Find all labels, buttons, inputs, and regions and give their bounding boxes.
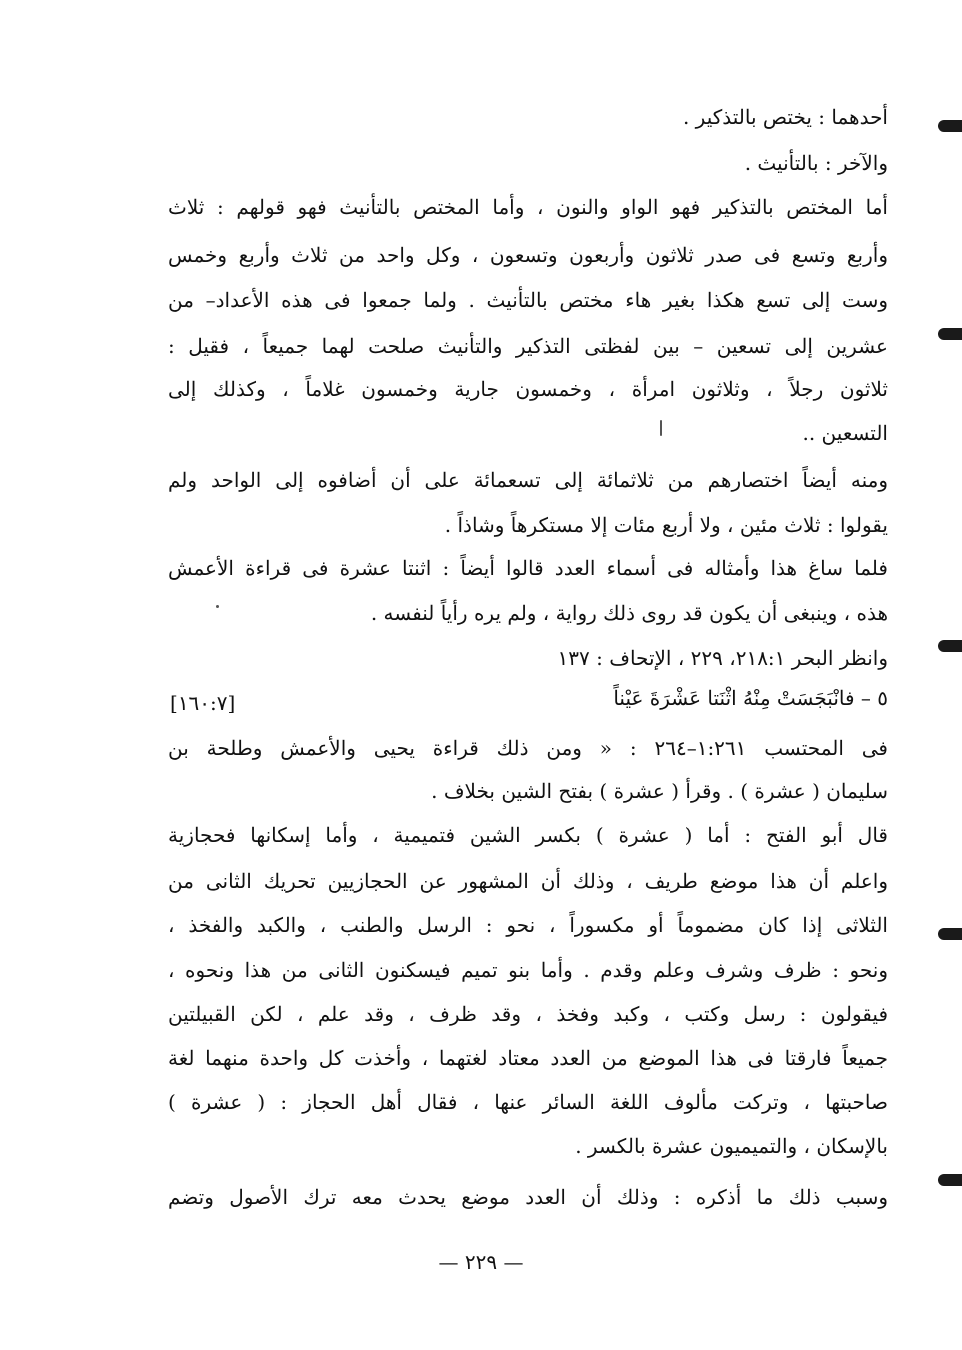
quran-verse: ٥ – فانْبَجَسَتْ مِنْهُ اثْنَتا عَشْرَةَ عَيْناً [613,686,888,710]
body-text [168,0,888,1250]
verse-reference: [١٦٠:٧] [170,691,236,715]
text-line: التسعين .. [802,421,888,445]
text-line: عشرين إلى تسعين – بين لفظتى التذكير والتأنيث صلحت لهما جميعاً ، فقيل : [168,334,888,358]
text-line: وست إلى تسع هكذا بغير هاء مختص بالتأنيث . ولما جمعوا فى هذه الأعداد– من [168,288,889,312]
text-line: وأربع وتسع فى صدر ثلاثون وأربعون وتسعون ، وكل واحد من ثلاث وأربع وخمس [168,243,888,267]
text-line: هذه ، وينبغى أن يكون قد روى ذلك رواية ، ولم يره رأياً لنفسه . [370,601,888,625]
scan-mark [938,928,962,940]
scan-mark [938,120,962,132]
text-line: أحدهما : يختص بالتذكير . [682,105,888,129]
scan-speck [216,605,219,608]
text-line: ونحو : ظرف وشرف وعلم وقدم . وأما بنو تميم فيسكنون الثانى من هذا ونحوه ، [168,958,888,982]
text-line: والآخر : بالتأنيث . [744,151,888,175]
text-line: قال أبو الفتح : أما ( عشرة ) بكسر الشين فتميمية ، وأما إسكانها فحجازية [168,823,888,847]
text-line: واعلم أن هذا موضع طريف ، وذلك أن المشهور عن الحجازيين تحريك الثانى من [168,869,888,893]
scan-speck [660,420,662,436]
text-line: الثلاثى إذا كان مضموماً أو مكسوراً ، نحو : الرسل والطنب ، والكبد والفخذ ، [168,913,888,937]
scan-mark [938,1174,962,1186]
text-line: سليمان ( عشرة ) . وقرأ ( عشرة ) بفتح الشين بخلاف . [431,779,888,803]
text-line: ومنه أيضاً اختصارهم من ثلاثمائة إلى تسعمائة على أن أضافوه إلى الواحد ولم [168,468,888,492]
text-line: ثلاثون رجلاً ، وثلاثون امرأة ، وخمسون جارية وخمسون غلاماً ، وكذلك إلى [168,377,888,401]
text-line: وانظر البحر ٢١٨:١، ٢٢٩ ، الإتحاف : ١٣٧ [557,646,888,670]
text-line: وسبب ذلك ما أذكره : وذلك أن العدد موضع يحدث معه ترك الأصول وتضم [168,1185,888,1209]
text-line: أما المختص بالتذكير فهو الواو والنون ، وأما المختص بالتأنيث فهو قولهم : ثلاث [168,195,888,219]
text-line: فى المحتسب ١:٢٦١–٢٦٤ : « ومن ذلك قراءة يحيى والأعمش وطلحة بن [168,736,888,760]
scan-mark [938,640,962,652]
scan-mark [938,328,962,340]
text-line: فيقولون : رسل وكتب ، وكبد وفخذ ، وقد ظرف ، وقد علم ، لكن القبيلتين [168,1002,888,1026]
text-line: يقولوا : ثلاث مئين ، ولا أربع مئات إلا مستكرهاً وشاذاً . [444,513,888,537]
text-line: صاحبتها ، وتركت مألوف اللغة السائر عنها ، فقال أهل الحجاز : ( عشرة ) [168,1090,888,1114]
text-line: جميعاً فارقتا فى هذا الموضع من العدد معتاد لغتهما ، وأخذت كل واحدة منهما لغة [168,1046,888,1070]
text-line: بالإسكان ، والتميميون عشرة بالكسر . [575,1134,888,1158]
page-number: — ٢٢٩ — [438,1250,524,1274]
text-line: فلما ساغ هذا وأمثاله فى أسماء العدد قالوا أيضاً : اثنتا عشرة فى قراءة الأعمش [168,556,888,580]
